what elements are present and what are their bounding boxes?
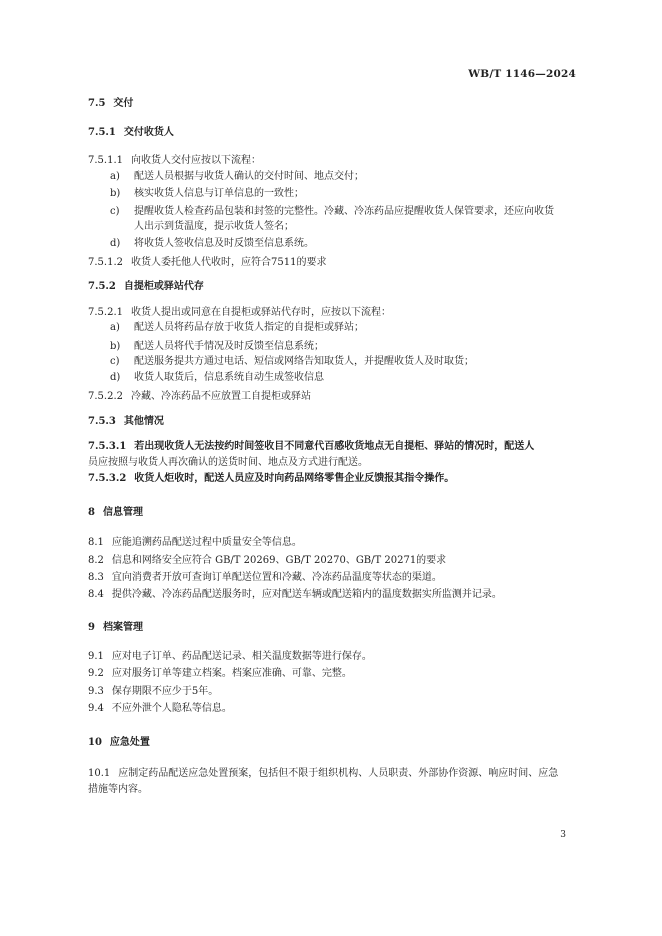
section-heading-7-5-2 [88, 280, 204, 294]
clause-number: 8.1 [88, 537, 104, 548]
list-marker: a) [110, 322, 120, 333]
clause-text: 收货人提出或同意在自提柜或驿站代存时，应按以下流程： [131, 307, 391, 318]
clause-9-4 [88, 702, 232, 716]
clause-text: 保存期限不应少于5年。 [111, 686, 219, 697]
list-marker: b) [110, 188, 121, 199]
clause-number: 7.5.1.2 [88, 257, 123, 268]
list-text: 配送人员将代手情况及时反馈至信息系统； [134, 341, 324, 352]
clause-text: 不应外泄个人隐私等信息。 [111, 703, 232, 714]
clause-text: 应对电子订单、药品配送记录、相关温度数据等进行保存。 [111, 651, 372, 662]
clause-8-4 [88, 588, 502, 602]
section-title: 自提柜或驿站代存 [123, 281, 204, 292]
chapter-number: 8 [88, 507, 95, 518]
clause-number: 9.2 [88, 668, 104, 679]
clause-7-5-1-1 [88, 154, 261, 168]
clause-number: 9.4 [88, 703, 104, 714]
list-marker: c) [110, 356, 120, 367]
clause-8-2 [88, 554, 446, 568]
clause-8-1 [88, 536, 302, 550]
clause-number: 9.3 [88, 686, 104, 697]
list-item-continuation: 人出示到货温度，提示收货人签名； [134, 221, 294, 232]
list-text: 配送服务提共方通过电话、短信或网络告知取货人，并提醒收货人及时取货； [134, 356, 474, 367]
section-heading-7-5-3 [88, 415, 164, 429]
list-item [110, 371, 324, 385]
clause-text: 冷藏、冷冻药品不应放置工自提柜或驿站 [131, 391, 311, 402]
list-text: 配送人员将药品存放于收货人指定的自提柜或驿站； [134, 322, 364, 333]
clause-number: 10.1 [88, 768, 111, 779]
clause-7-5-2-1 [88, 306, 391, 320]
list-text: 核实收货人信息与订单信息的一致性； [134, 188, 304, 199]
clause-number: 8.2 [88, 555, 104, 566]
clause-text: 应能追溯药品配送过程中质量安全等信息。 [111, 537, 302, 548]
list-text: 将收货人签收信息及时反馈至信息系统。 [134, 238, 314, 249]
list-marker: d) [110, 372, 121, 383]
chapter-title: 档案管理 [102, 622, 143, 633]
clause-number: 7.5.3.2 [88, 473, 127, 484]
clause-text: 向收货人交付应按以下流程： [131, 155, 261, 166]
clause-number: 7.5.2.2 [88, 391, 123, 402]
clause-text: 应制定药品配送应急处置预案，包括但不限于组织机构、人员职责、外部协作资源、响应时间、应急 [118, 768, 559, 779]
list-item [110, 205, 554, 219]
clause-8-3 [88, 571, 442, 585]
clause-text: 应对服务订单等建立档案。档案应准确、可靠、完整。 [111, 668, 352, 679]
list-marker: a) [110, 171, 120, 182]
chapter-title: 应急处置 [109, 737, 150, 748]
clause-number: 7.5.2.1 [88, 307, 123, 318]
clause-number: 7.5.3.1 [88, 441, 127, 452]
chapter-title: 信息管理 [102, 507, 143, 518]
standard-code: WB/T 1146—2024 [468, 68, 576, 80]
chapter-heading-10 [88, 736, 150, 750]
section-number: 7.5.2 [88, 281, 116, 292]
section-number: 7.5.3 [88, 416, 116, 427]
list-item [110, 321, 364, 335]
clause-9-1 [88, 650, 372, 664]
clause-number: 8.3 [88, 572, 104, 583]
list-item [110, 187, 304, 201]
chapter-heading-8 [88, 506, 143, 520]
clause-text: 信息和网络安全应符合 GB/T 20269、GB/T 20270、GB/T 20271的要求 [111, 555, 447, 566]
clause-number: 8.4 [88, 589, 104, 600]
clause-continuation: 措施等内容。 [88, 784, 148, 795]
clause-10-1 [88, 767, 558, 781]
chapter-heading-9 [88, 621, 143, 635]
clause-continuation: 员应按照与收货人再次确认的送货时间、地点及方式进行配送。 [88, 457, 368, 468]
clause-9-2 [88, 667, 352, 681]
list-text: 收货人取货后，信息系统自动生成签收信息 [134, 372, 324, 383]
list-marker: b) [110, 341, 121, 352]
clause-text: 宜向消费者开放可查询订单配送位置和冷藏、冷冻药品温度等状态的渠道。 [111, 572, 442, 583]
section-title: 交付 [113, 98, 134, 109]
list-text: 提醒收货人检查药品包装和封签的完整性。冷藏、冷冻药品应提醒收货人保管要求，还应向收货 [134, 206, 554, 217]
chapter-number: 10 [88, 737, 102, 748]
section-title: 交付收货人 [123, 127, 174, 138]
clause-7-5-3-1 [88, 440, 534, 454]
section-title: 其他情况 [123, 416, 164, 427]
clause-7-5-3-2 [88, 472, 454, 486]
chapter-number: 9 [88, 622, 95, 633]
list-item [110, 355, 474, 369]
list-item [110, 170, 364, 184]
list-text: 配送人员根据与收货人确认的交付时间、地点交付； [134, 171, 364, 182]
list-item [110, 237, 314, 251]
section-heading-7-5 [88, 97, 133, 111]
section-heading-7-5-1 [88, 126, 174, 140]
list-marker: d) [110, 238, 121, 249]
clause-9-3 [88, 685, 218, 699]
list-item [110, 340, 324, 354]
page-number: 3 [560, 830, 566, 840]
section-number: 7.5.1 [88, 127, 116, 138]
section-number: 7.5 [88, 98, 106, 109]
clause-7-5-1-2 [88, 256, 326, 270]
clause-text: 提供冷藏、冷冻药品配送服务时，应对配送车辆或配送箱内的温度数据实所监测并记录。 [111, 589, 502, 600]
clause-text: 收货人委托他人代收时，应符合7511的要求 [131, 257, 327, 268]
clause-7-5-2-2 [88, 390, 311, 404]
list-marker: c) [110, 206, 120, 217]
clause-number: 9.1 [88, 651, 104, 662]
clause-number: 7.5.1.1 [88, 155, 123, 166]
clause-text: 收货人炬收时，配送人员应及时向药品网络零售企业反馈报其指令操作。 [134, 473, 455, 484]
clause-text: 若出现收货人无法按约时间签收目不同意代百感收货地点无自提柜、驿站的情况时，配送人 [134, 441, 535, 452]
